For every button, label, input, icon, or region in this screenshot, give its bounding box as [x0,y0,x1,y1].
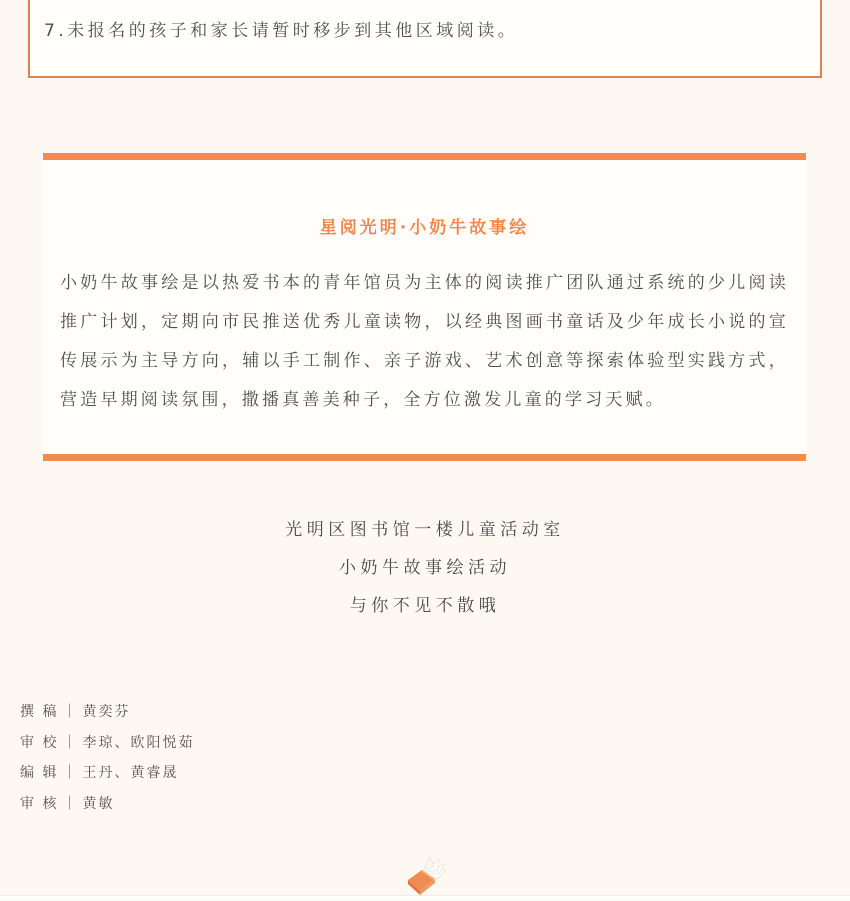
intro-title: 星阅光明·小奶牛故事绘 [319,218,530,238]
credit-role: 审 校 [20,734,59,751]
credit-row-reviewer [20,728,194,759]
credit-role: 撰 稿 [20,704,59,720]
credit-separator: ｜ [62,795,79,812]
intro-section [43,153,806,461]
credit-row-approver [20,789,194,820]
closing-line-event: 小奶牛故事绘活动 [339,558,511,578]
credit-separator: ｜ [62,734,79,751]
credit-names: 王丹、黄睿晟 [82,765,179,781]
accent-bar-bottom [43,454,806,461]
credit-role: 编 辑 [20,765,59,781]
notice-text: 7.未报名的孩子和家长请暂时移步到其他区域阅读。 [44,21,519,41]
credit-names: 李琼、欧阳悦茹 [82,734,195,751]
credit-row-writer [20,697,194,728]
open-book-icon [401,855,449,897]
closing-lines [0,511,850,625]
credit-separator: ｜ [62,704,79,720]
intro-paragraph: 小奶牛故事绘是以热爱书本的青年馆员为主体的阅读推广团队通过系统的少儿阅读推广计划，定期向市民推送优秀儿童读物，以经典图画书童话及少年成长小说的宣传展示为主导方向，辅以手工制作、亲子游戏、艺术创意等探索体验型实践方式，营造早期阅读氛围，撒播真善美种子，全方位激发儿童的学习天赋。 [60,273,789,410]
credits-block [20,697,194,819]
notice-box [28,0,822,78]
credit-names: 黄奕芬 [82,704,131,720]
credit-role: 审 核 [20,795,59,812]
closing-line-farewell: 与你不见不散哦 [349,596,501,616]
credit-separator: ｜ [62,765,79,781]
closing-line-venue: 光明区图书馆一楼儿童活动室 [285,520,565,540]
accent-bar-top [43,153,806,160]
page-bottom-strip [0,895,850,900]
credit-names: 黄敏 [82,795,115,812]
intro-body [43,160,806,454]
credit-row-editor [20,758,194,789]
